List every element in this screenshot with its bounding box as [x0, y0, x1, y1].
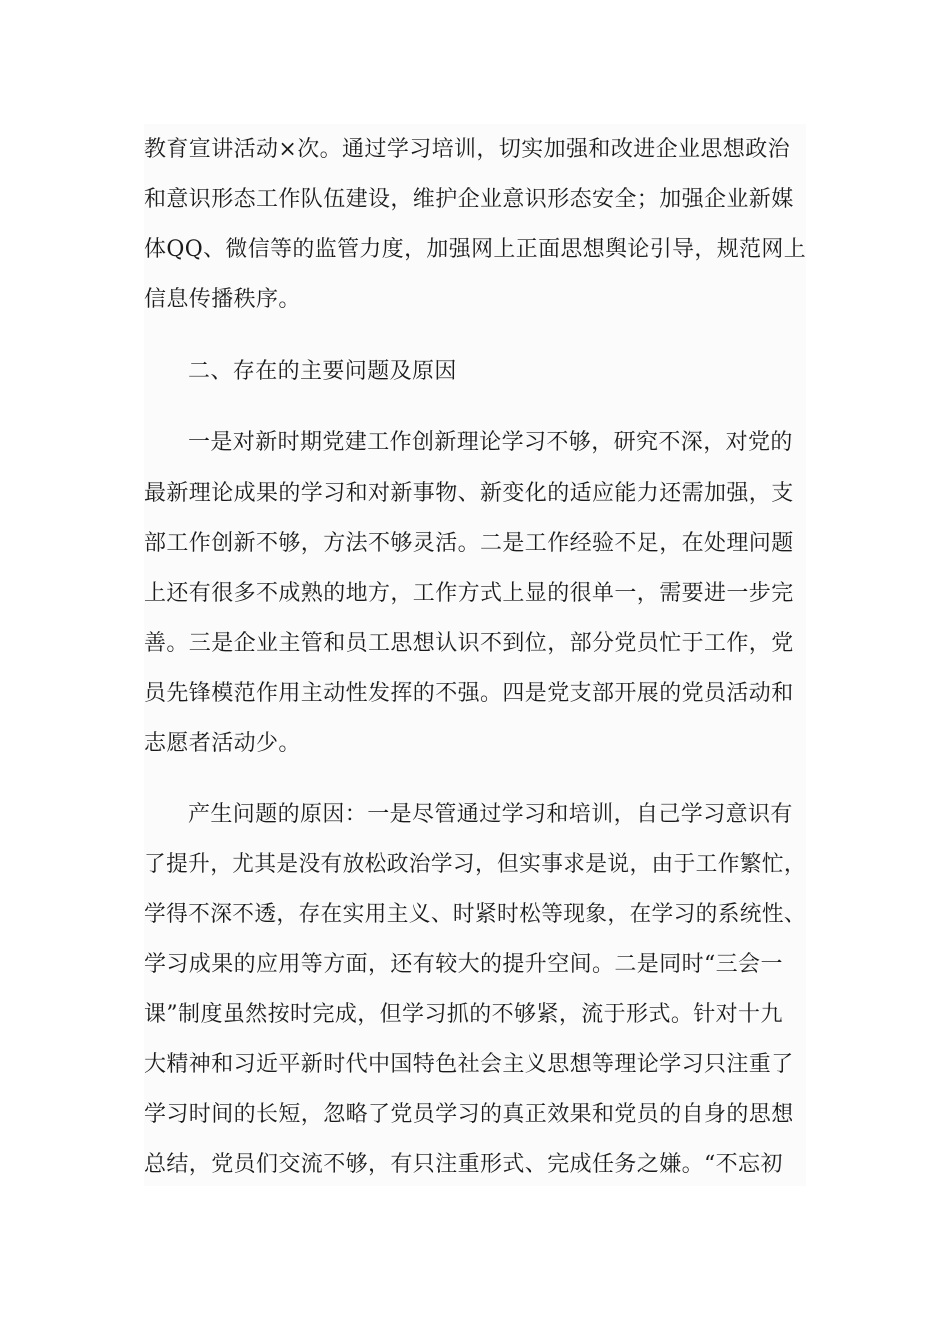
body-line: 员先锋模范作用主动性发挥的不强。四是党支部开展的党员活动和 — [144, 681, 794, 706]
body-line: 最新理论成果的学习和对新事物、新变化的适应能力还需加强，支 — [144, 481, 794, 506]
body-line: 课”制度虽然按时完成，但学习抓的不够紧，流于形式。针对十九 — [144, 1002, 783, 1027]
body-line: 学得不深不透，存在实用主义、时紧时松等现象，在学习的系统性、 — [144, 902, 807, 927]
body-line: 一是对新时期党建工作创新理论学习不够，研究不深，对党的 — [188, 430, 793, 455]
body-line: 了提升，尤其是没有放松政治学习，但实事求是说，由于工作繁忙， — [144, 852, 807, 877]
body-line: 产生问题的原因：一是尽管通过学习和培训，自己学习意识有 — [188, 802, 793, 827]
body-line: 善。三是企业主管和员工思想认识不到位，部分党员忙于工作，党 — [144, 631, 794, 656]
body-line: 上还有很多不成熟的地方，工作方式上显的很单一，需要进一步完 — [144, 581, 794, 606]
body-line: 总结，党员们交流不够，有只注重形式、完成任务之嫌。“不忘初 — [144, 1152, 783, 1177]
body-line: 教育宣讲活动×次。通过学习培训，切实加强和改进企业思想政治 — [144, 137, 791, 162]
body-line: 信息传播秩序。 — [144, 287, 301, 312]
body-line: 学习成果的应用等方面，还有较大的提升空间。二是同时“三会一 — [144, 952, 783, 977]
body-line: 部工作创新不够，方法不够灵活。二是工作经验不足，在处理问题 — [144, 531, 794, 556]
body-line: 志愿者活动少。 — [144, 731, 301, 756]
body-line: 和意识形态工作队伍建设，维护企业意识形态安全；加强企业新媒 — [144, 187, 794, 212]
body-line: 体QQ、微信等的监管力度，加强网上正面思想舆论引导，规范网上 — [144, 237, 807, 262]
body-line: 学习时间的长短，忽略了党员学习的真正效果和党员的自身的思想 — [144, 1102, 794, 1127]
document-body — [144, 124, 806, 1186]
body-line: 大精神和习近平新时代中国特色社会主义思想等理论学习只注重了 — [144, 1052, 794, 1077]
section-heading: 二、存在的主要问题及原因 — [188, 359, 457, 384]
